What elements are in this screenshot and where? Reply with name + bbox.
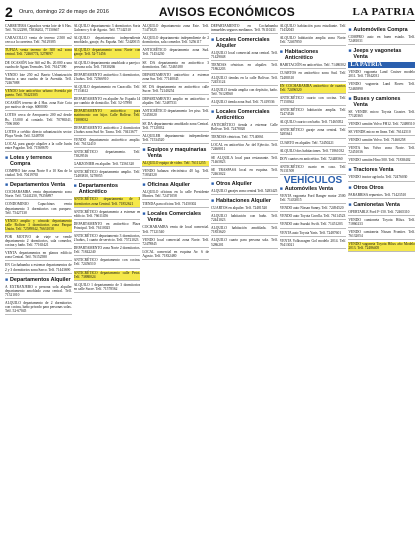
bullet-icon: ■ — [142, 182, 146, 189]
page-number: 2 — [5, 4, 13, 20]
bullet-icon: ■ — [279, 186, 283, 193]
classified-ad: VENDO balanza electrónica 40 kg. Telf. 71834520 — [142, 169, 209, 179]
classified-ad: ALQUILO cuarto con baño. Telf. 71465052 — [280, 120, 347, 126]
classified-ad: ALQUILO 1 departamento de 3 dormitorios en calle Sucre. Telf. 71578562 — [74, 283, 141, 293]
category-heading — [142, 147, 209, 159]
category-label: Locales Comerciales Anticrético — [216, 109, 270, 122]
classified-ad: VENTA departamentos en planos edificio zona Central. Telf. 76152580 — [5, 251, 72, 261]
category-label: Departamentos Anticrético — [78, 183, 118, 196]
category-heading — [211, 198, 278, 204]
classified-ad: CUARTOS en anticrético zona Sud. Telf. 72480310 — [280, 71, 347, 81]
classified-ad: GARZONIER en alquiler. Telf. 72561320 — [74, 162, 141, 168]
classified-ad: VENDO camión Volvo FH12. Telf. 72488510 — [348, 122, 415, 128]
bullet-icon: ■ — [348, 201, 352, 208]
classified-ad: VENDO amplio y cómodo departamento calle Bolívar 3 dormitorios zona Parque Unión. Telf. 72589842, 76631058 — [5, 219, 72, 233]
classified-ad: ALQUILO departamento de 2 dormitorios con cocina, baño privado para personas solas. Telf. 52-67045 — [5, 301, 72, 315]
classified-ad: ANTICRÉTICO departamento con cocina. Telf. 72456510 — [74, 258, 141, 268]
bullet-icon: ■ — [5, 276, 9, 283]
classified-ad: ANTICRÉTICO tienda a estrenar Calle Bolívar. Telf. 72478020 — [211, 123, 278, 133]
category-heading — [74, 183, 141, 195]
classified-ad: ALQUILO departamento zona Norte con garaje. Telf. 52-71456 — [74, 48, 141, 58]
classified-ad: SE DA departamento amoblado zona Central. Telf. 77120032 — [142, 122, 209, 132]
bullet-icon: ■ — [211, 197, 215, 204]
category-label: Departamentos Venta — [10, 182, 66, 189]
classified-ad: ALQUILO departamento en Caracollo. Telf. 77154612 — [74, 85, 141, 95]
classified-ad: ANTICRÉTICO departamento. Telf. 73829516 — [74, 150, 141, 160]
classified-ad: ALQUILO departamento independiente de 2 dormitorios, sala comedor. Telf. 5256117 — [142, 36, 209, 46]
classified-ad: ALQUILO local comercial zona central. Telf. 71429048 — [211, 51, 278, 61]
classified-ad: POR MOTIVO de viaje se vende departamento 2 dormitorios, sala comedor, cocina y baño. Telf. 77165421 — [5, 235, 72, 249]
classified-ad: ALQUILO tienda zona Sud. Telf. 71419536 — [211, 100, 278, 106]
classified-ad: CONDOMINIO Capuchinos venta departamento 3 dormitorios con parqueo. Telf. 75427130 — [5, 202, 72, 216]
classified-ad: ALQUILO departamento amoblado a pareja o persona sola. Telf. 71830266 — [74, 61, 141, 71]
classified-ad: VENDO auto Suzuki Swift. Telf. 71451203 — [280, 222, 347, 228]
classified-ad: EN Cochabamba a estrenar departamentos de 2 y 3 dormitorios zona Sarco. Telf. 71443690 — [5, 263, 72, 273]
classified-ad: ALQUILO habitación amoblada. Telf. 71853620 — [211, 226, 278, 236]
classified-ad: COCHABAMBA venta de local comercial. Telf. 77121540 — [142, 225, 209, 235]
classified-ad: LOCAL en anticrético Av. del Ejército. Telf. 72468011 — [211, 143, 278, 153]
dateline: Oruro, domingo 22 de mayo de 2016 — [19, 9, 109, 15]
classified-ad: VENDO vagoneta Land Cruiser modelo 2011. Telf. 71842031 — [348, 70, 415, 80]
category-heading — [211, 181, 278, 187]
classified-ad: ALQUILO habitación con baño. Telf. 72441023 — [211, 214, 278, 224]
classified-ad: ANTICRÉTICO departamento calle Petot. Telf. 73880024 — [74, 271, 141, 281]
category-label: Otros Otros — [353, 184, 384, 191]
category-heading — [348, 48, 415, 60]
bullet-icon: ■ — [142, 146, 146, 153]
bullet-icon: ■ — [348, 167, 352, 174]
classified-ad: CUARTOS en alquiler. Telf. 72481520 — [211, 206, 278, 212]
category-heading — [5, 155, 72, 167]
classified-ad: ALQUILO equipo de video. Telf. 76111255 — [142, 161, 209, 167]
category-heading — [142, 211, 209, 223]
classified-ad: DEPARTAMENTO en anticrético Plaza Principal. Telf. 76110025 — [74, 222, 141, 232]
classified-ad: VENDO vagoneta Toyota Hilux año Modelo 2013. Telf. 72486405 — [348, 242, 415, 252]
category-label: Oficinas Alquiler — [147, 182, 191, 189]
category-heading — [280, 186, 347, 192]
classified-ad: DEPARTAMENTO anticrético a estrenar zona Sur. Telf. 77140045 — [142, 73, 209, 83]
classified-ad: VENDO departamento anticrético amplio. Telf. 76132410 — [74, 138, 141, 148]
category-heading — [142, 182, 209, 188]
category-label: Departamentos Alquiler — [10, 276, 71, 283]
classified-ad: EN COCHABAMBA anticrético de cuartos. Telf. 72496520 — [280, 84, 347, 94]
classified-ad: VENDO auto Toyota Corolla. Telf. 76114523 — [280, 214, 347, 220]
category-heading — [5, 277, 72, 283]
classified-ad: PARABRISA repuestos. Telf. 71423510 — [348, 193, 415, 199]
classified-ad: A EXTRANJERO o persona sola alquiler departamento amoblado zona central. Telf. 71521010 — [5, 285, 72, 299]
classified-ad: DEPARTAMENTO en alquiler Av. España 14 por cambio de domicilio. Telf. 52-57890 — [74, 97, 141, 107]
classified-ad: ALQUILO habitación amplia zona Norte. Telf. 72467850 — [280, 36, 347, 46]
classified-ad: VENTA bus Volvo zona Norte. Telf. 72451036 — [348, 146, 415, 156]
category-label: Automóviles Venta — [284, 186, 333, 193]
classified-ad: VENTA Volkswagen Gol modelo 2014. Telf. 76413021 — [280, 239, 347, 249]
classified-ad: ANTICRÉTICO departamento de 3 dormitorios zona Central. Telf. 71852621 — [74, 197, 141, 207]
classified-ad: DEPARTAMENTO zona Norte 2 dormitorios. Telf. 71842240 — [74, 246, 141, 256]
classified-ad: VENDO vagoneta Land Rover. Telf. 72465890 — [348, 82, 415, 92]
classified-ad: ANTICRÉTICO departamento 3 dormitorios, 2 baños, 1 cuarto de servicio. Telf. 75721023 — [74, 234, 141, 244]
classified-ad: ANTICRÉTICO departamento zona Sud. Telf. 71454230 — [142, 48, 209, 58]
classified-ad: ANTICRÉTICO habitación amplia. Telf. 72474526 — [280, 108, 347, 118]
bullet-icon: ■ — [211, 109, 215, 116]
classified-ad: DE OCASIÓN lote 360 m2 Bs. 20.000 a una cuadra de Aguas Termales. Telf. 76147390 — [5, 61, 72, 71]
classified-ad: LOCAL comercial en esquina Av. 6 de Agosto. Telf. 71832480 — [142, 250, 209, 260]
classified-ad: SE VENDE micro en línea. Telf. 76142510 — [348, 130, 415, 136]
classified-ad: TIENDAS céntricas. Telf. 77140061 — [211, 135, 278, 141]
classified-ad: ALQUILO garajes zona central Telf. 5283425 — [211, 189, 278, 195]
section-title: AVISOS ECONÓMICOS — [158, 5, 296, 19]
category-label: Equipos y maquinarias Venta — [147, 146, 207, 159]
column-4 — [211, 24, 278, 542]
classified-ad: ALQUILER departamento independiente Telf. 71534520 — [142, 134, 209, 144]
classified-ad: ALQUILO oficinas en la calle Presidente Montes. Telf. 72471058 — [142, 190, 209, 200]
classified-ad: COMPRO lote zona Norte 8 a 10 Km de la ciudad. Telf. 70419765 — [5, 169, 72, 179]
classified-ad: VENDO lote 250 m2 Barrio Urbanización Sancta a una cuadra de la Avenida. Telf. 72467088 — [5, 73, 72, 87]
bullet-icon: ■ — [348, 48, 352, 55]
category-label: Automóviles Compra — [353, 27, 408, 33]
classified-ad: ANTICRÉTICO departamento a estrenar en edificio. Telf. 76611456 — [74, 210, 141, 220]
newspaper-brand: LA PATRIA — [352, 6, 415, 18]
classified-ad: ALQUILO tiendas en la calle Bolívar. Telf. 72453124 — [211, 76, 278, 86]
classified-ad: ALQUILO departamento independiente amoblado, garaje, Av. España. Telf. 72420015 — [74, 36, 141, 46]
category-heading — [211, 37, 278, 49]
bullet-icon: ■ — [279, 49, 283, 56]
classified-ad: ANTICRÉTICO garaje zona central. Telf. 5285641 — [280, 128, 347, 138]
classified-ad: ALQUILO tienda amplia con depósito, baño. Telf. 76128560 — [211, 88, 278, 98]
classified-ad: DEPARTAMENTO anticrético para matrimonio con hijos Calle Bolívar. Telf. 71888032 — [74, 109, 141, 123]
classified-ad: CUARTO en alquiler. Telf. 72450221 — [280, 141, 347, 147]
classified-ad: VENDO auto Nissan Sunny. Telf. 72494520 — [280, 206, 347, 212]
page-header — [5, 4, 415, 21]
classified-ad: CARRETERA Capachos venta lote de 6 Has. Telf. 76122298, 73836202, 77150667 — [5, 24, 72, 34]
ad-columns — [5, 24, 415, 542]
classified-ad: SE DA departamento en anticrético calle Sucre. Telf. 72140254 — [142, 85, 209, 95]
classified-ad: TIENDAS céntricas en alquiler. Telf. 71862203 — [211, 63, 278, 73]
classified-ad: VENDO lote anticrético urbano Avenida pie puerto. Telf. 70421505 — [5, 89, 72, 99]
classified-ad: LOTES cerca de Aeropuerto 200 m2 desde Bs. 15.000 al contado. Telf. 70786541, 75961800 — [5, 113, 72, 127]
classified-ad: OCASIÓN terreno de 4 Has. zona Este Cota por motivo de viaje. 6000000 — [5, 101, 72, 111]
bullet-icon: ■ — [211, 180, 215, 187]
category-heading — [348, 96, 415, 108]
column-5 — [280, 24, 347, 542]
bullet-icon: ■ — [5, 182, 9, 189]
classified-ad: HABITACIÓN en anticrético. Telf. 71486502 — [280, 63, 347, 69]
classified-ad: VENTA auto Toyota Yaris. Telf. 72487601 — [280, 231, 347, 237]
bullet-icon: ■ — [348, 95, 352, 102]
classified-ad: VENDO tractor agrícola. Telf. 72476030 — [348, 175, 415, 181]
classified-ad: TIENDA para oficina Telf. 71450302 — [142, 202, 209, 208]
classified-ad: ALQUILO dos habitaciones. Telf. 71861032 — [280, 149, 347, 155]
bullet-icon: ■ — [142, 211, 146, 218]
bullet-icon: ■ — [5, 155, 9, 162]
classified-ad: ANTICRÉTICO departamento amplio. Telf. 72483810, 5278055 — [74, 170, 141, 180]
classified-ad: VENDO local comercial zona Norte. Telf. 72478845 — [142, 238, 209, 248]
category-heading — [348, 167, 415, 173]
classified-ad: COMPRO auto en buen estado. Telf. 72481031 — [348, 35, 415, 45]
category-label: Habitaciones Anticrético — [284, 49, 319, 62]
classified-ad: ANTICRÉTICO cuarto en casa. Telf. 76131508 — [280, 165, 347, 175]
classified-ad: VENDO camión Hino 500. Telf. 71838402 — [348, 158, 415, 164]
bullet-icon: ■ — [348, 27, 352, 33]
classified-ad: DEPARTAMENTO en Cochabamba inmuebles seguros medianos. Telf. 76110231 — [211, 24, 278, 34]
classified-ad: SE DA departamento en anticrético 3 dormitorios. Telf. 72465180 — [142, 61, 209, 71]
classified-ad: OFERTABLE Ford F-150. Telf. 72465310 — [348, 210, 415, 216]
category-heading — [280, 49, 347, 61]
classified-ad: VENDO camioneta Toyota Hilux. Telf. 71860233 — [348, 218, 415, 228]
classified-ad: ALQUILO departamento 3 dormitorios Soria Galvarro y 6 de Agosto. Telf. 77142510 — [74, 24, 141, 34]
column-1 — [5, 24, 72, 542]
classified-ad: CARACOLLO venta de terreno 2.500 m2 cerca a la carretera. Telf. 76129385 — [5, 36, 72, 46]
classified-ad: ALQUILO habitación para estudiante. Telf. 71432045 — [280, 24, 347, 34]
classified-ad: ANTICRÉTICO cuarto con cocina. Telf. 77150362 — [280, 96, 347, 106]
category-label: Camionetas Venta — [353, 201, 400, 208]
classified-ad: ANTICRÉTICO departamento 1er piso. Telf. 72453020 — [142, 109, 209, 119]
classified-ad: COCHABAMBA venta departamento zona Norte. Telf. 72441250, 79256897 — [5, 190, 72, 200]
classified-ad: VENDO camión Volvo. Telf. 71460258 — [348, 138, 415, 144]
column-3 — [142, 24, 209, 542]
category-label: Jeeps y vagonetas Venta — [353, 48, 402, 61]
category-label: Lotes y terrenos Compra — [10, 155, 52, 168]
brand-bar: LA PATRIA — [348, 62, 415, 68]
classified-ad: ALQUILO cuarto para persona sola. Telf. 5286201 — [211, 238, 278, 248]
classified-ad: DEPARTAMENTO amplio en anticrético o alquiler. Telf. 72487531 — [142, 97, 209, 107]
category-label: Locales Comerciales Venta — [147, 211, 202, 224]
category-heading — [348, 185, 415, 191]
category-label: Tractores Venta — [353, 167, 394, 174]
classified-ad: TUPIZA venta terreno de 300 m2 zona central. Telf. 72460774, 5278097 — [5, 48, 72, 58]
classified-ad: ALQUILO departamento zona Este. Telf. 71471025 — [142, 24, 209, 34]
column-6 — [348, 24, 415, 542]
classified-ad: LOTES a crédito directo urbanización sector Playa Verde. Telf. 5248700 — [5, 130, 72, 140]
vehicles-section-title: VEHÍCULOS — [283, 174, 343, 186]
category-label: Habitaciones Alquiler — [216, 197, 271, 204]
classified-ad: VENTA vagoneta Ford Ranger motor 2500. Telf. 71433015 — [280, 194, 347, 204]
bullet-icon: ■ — [348, 184, 352, 191]
bullet-icon: ■ — [73, 183, 77, 190]
classified-ad: LOCAL para garaje alquiler a la calle Junín entre Pagador. Telf. 71568670 — [5, 142, 72, 152]
classified-ad: VENDO camioneta Nissan Frontier. Telf. 76132054 — [348, 230, 415, 240]
classified-ad: DEPARTAMENTO anticrético 3 dormitorios, 2 baños. Telf. 72566910 — [74, 73, 141, 83]
classified-ad: SE ALQUILA local para restaurante. Telf. 71465823 — [211, 156, 278, 166]
category-label: Otros Alquiler — [216, 180, 252, 187]
category-heading — [348, 27, 415, 33]
bullet-icon: ■ — [211, 37, 215, 44]
classified-ad: DEPARTAMENTO anticrético 2 dormitorios 2 baños zona Sud Av. Tacna. Telf. 70413677 — [74, 126, 141, 136]
category-label: Locales Comerciales Alquiler — [216, 37, 270, 50]
classified-ad: SE VENDE micro Toyota Coaster. Telf. 77120365 — [348, 110, 415, 120]
category-heading — [5, 182, 72, 188]
category-label: Buses y camiones Venta — [353, 95, 401, 108]
category-heading — [211, 109, 278, 121]
column-2 — [74, 24, 141, 542]
classified-ad: SE TRASPASA local en esquina. Telf. 72463022 — [211, 168, 278, 178]
classified-ad: DOY cuartos en anticrético. Telf. 72448560 — [280, 157, 347, 163]
category-heading — [348, 202, 415, 208]
